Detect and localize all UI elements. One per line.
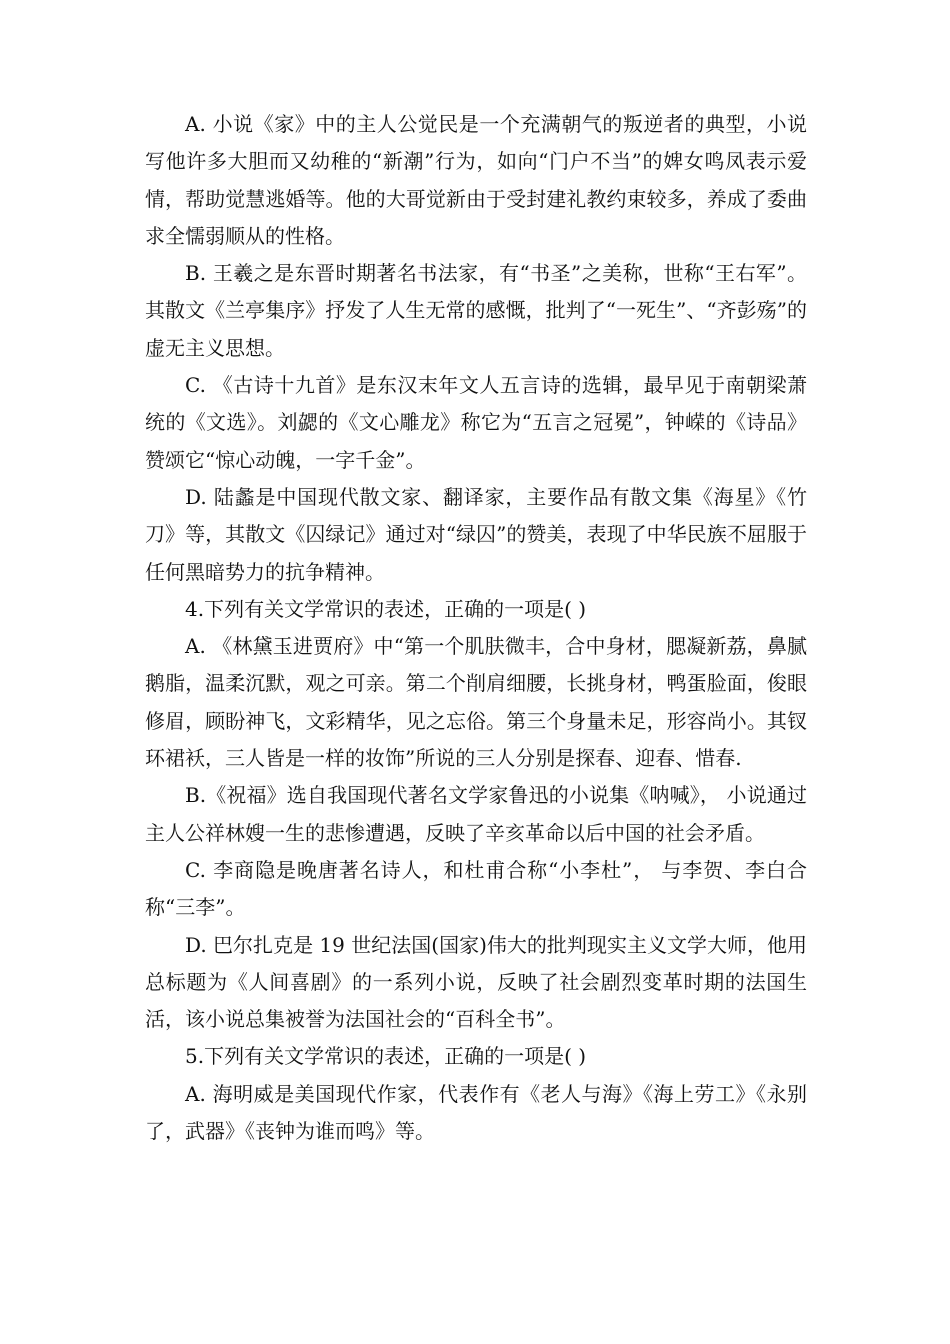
q3-option-a: A. 小说《家》中的主人公觉民是一个充满朝气的叛逆者的典型，小说写他许多大胆而又幼稚的“新潮”行为，如向“门户不当”的婢女鸣凤表示爱情，帮助觉慧逃婚等。他的大哥觉新由于受封建礼教约束较多，养成了委曲求全懦弱顺从的性格。 — [145, 112, 807, 248]
question-4 — [145, 591, 807, 1039]
q4-option-c: C. 李商隐是晚唐著名诗人，和杜甫合称“小李杜”， 与李贺、李白合称“三李”。 — [145, 857, 807, 920]
document-page — [145, 106, 807, 1150]
q3-option-d: D. 陆蠡是中国现代散文家、翻译家，主要作品有散文集《海星》《竹刀》等，其散文《囚绿记》通过对“绿囚”的赞美，表现了中华民族不屈服于任何黑暗势力的抗争精神。 — [145, 484, 807, 584]
q4-option-a: A. 《林黛玉进贾府》中“第一个肌肤微丰，合中身材，腮凝新荔，鼻腻鹅脂，温柔沉默，观之可亲。第二个削肩细腰，长挑身材，鸭蛋脸面，俊眼修眉，顾盼神飞，文彩精华，见之忘俗。第三个身量未足，形容尚小。其钗环裙袄，三人皆是一样的妆饰”所说的三人分别是探春、迎春、惜春. — [145, 634, 807, 771]
q3-option-c: C. 《古诗十九首》是东汉末年文人五言诗的选辑，最早见于南朝梁萧统的《文选》。刘勰的《文心雕龙》称它为“五言之冠冕”，钟嵘的《诗品》赞颂它“惊心动魄，一字千金”。 — [145, 373, 807, 472]
question-3-options — [145, 106, 807, 591]
q4-option-b: B.《祝福》选自我国现代著名文学家鲁迅的小说集《呐喊》， 小说通过主人公祥林嫂一生的悲惨遭遇，反映了辛亥革命以后中国的社会矛盾。 — [145, 783, 807, 845]
q4-option-d: D. 巴尔扎克是 19 世纪法国(国家)伟大的批判现实主义文学大师，他用总标题为《人间喜剧》的一系列小说，反映了社会剧烈变革时期的法国生活，该小说总集被誉为法国社会的“百科全书”。 — [145, 932, 807, 1032]
q4-stem: 4.下列有关文学常识的表述，正确的一项是( ) — [185, 596, 587, 621]
q5-stem: 5.下列有关文学常识的表述，正确的一项是( ) — [185, 1044, 587, 1069]
q3-option-b: B. 王羲之是东晋时期著名书法家，有“书圣”之美称，世称“王右军”。其散文《兰亭集序》抒发了人生无常的感慨，批判了“一死生”、“齐彭殇”的虚无主义思想。 — [145, 261, 807, 360]
question-5 — [145, 1038, 807, 1150]
q5-option-a: A. 海明威是美国现代作家，代表作有《老人与海》《海上劳工》《永别了，武器》《丧钟为谁而鸣》等。 — [145, 1081, 807, 1144]
